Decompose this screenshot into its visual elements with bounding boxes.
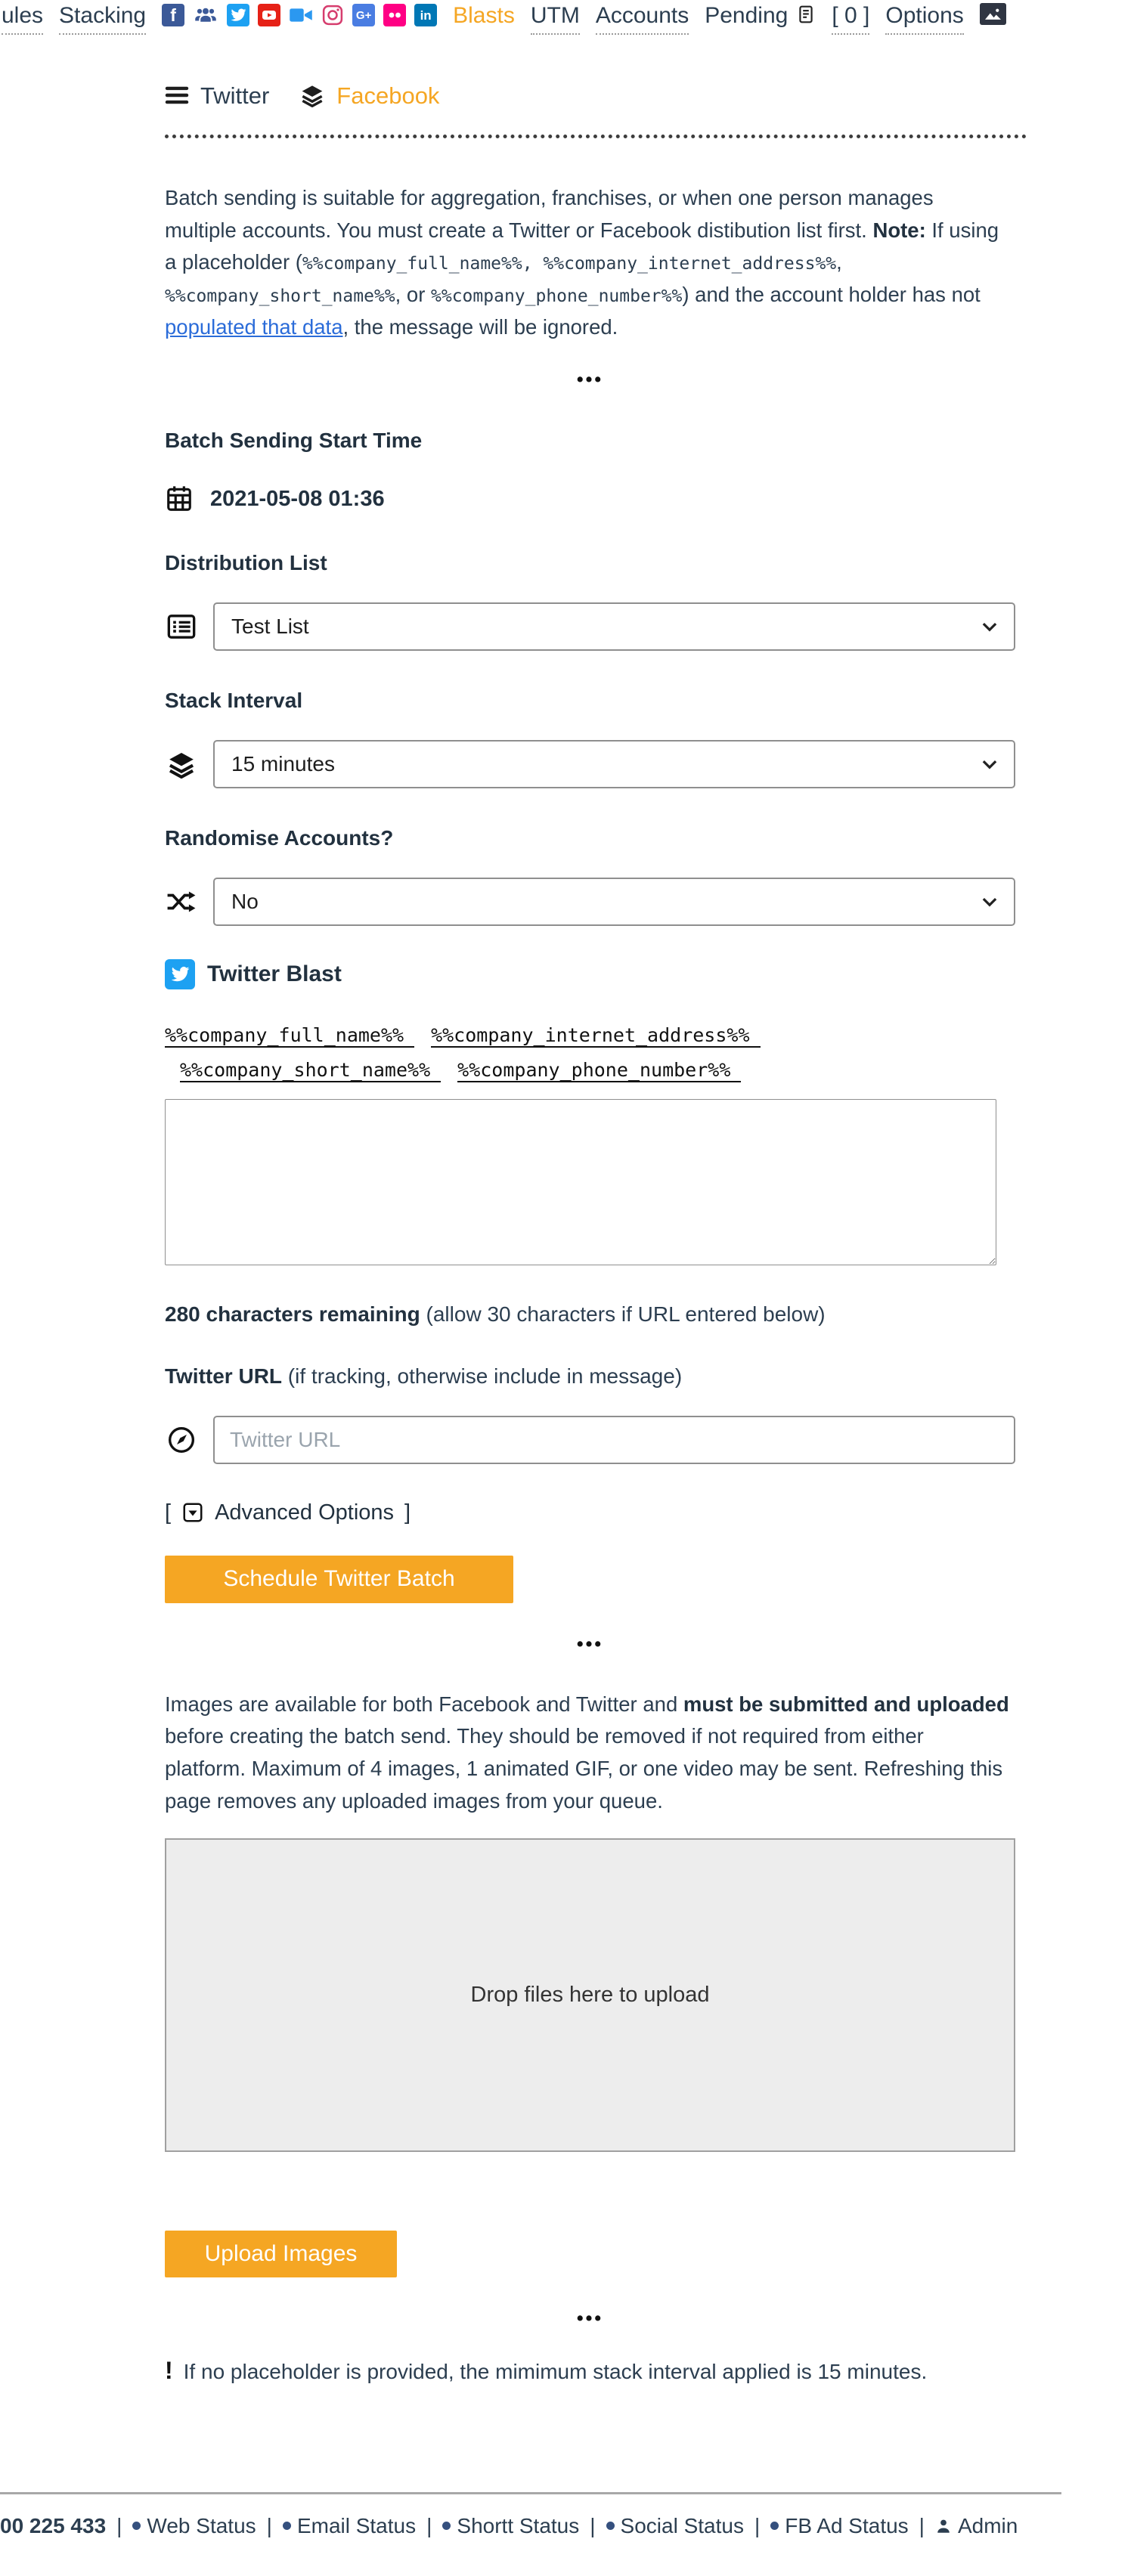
- chevron-down-icon: [982, 622, 997, 632]
- images-text: Images are available for both Facebook and Twitter and: [165, 1692, 683, 1716]
- advanced-options-label: Advanced Options: [215, 1500, 395, 1525]
- list-alt-icon: [165, 611, 198, 642]
- advanced-options-toggle[interactable]: [165, 1500, 411, 1525]
- images-paragraph: [165, 1689, 1010, 1818]
- twitter-blast-heading: [165, 959, 1015, 989]
- upload-images-button[interactable]: Upload Images: [165, 2231, 397, 2277]
- shuffle-icon: [165, 889, 198, 915]
- youtube-icon[interactable]: [258, 4, 280, 26]
- footer-link-fb-ad-status[interactable]: FB Ad Status: [770, 2514, 908, 2538]
- tab-twitter-label: Twitter: [200, 82, 270, 109]
- placeholder-token: %%company_short_name%%: [165, 286, 395, 306]
- nav-item-options[interactable]: Options: [885, 3, 963, 35]
- intro-paragraph: [165, 182, 1010, 343]
- characters-hint: (allow 30 characters if URL entered below): [420, 1302, 826, 1326]
- separator: |: [754, 2513, 761, 2537]
- video-camera-icon[interactable]: [289, 4, 313, 26]
- twitter-url-label-hint: (if tracking, otherwise include in message): [282, 1364, 683, 1388]
- intro-note: Note:: [872, 218, 926, 242]
- stack-interval-label: Stack Interval: [165, 689, 303, 713]
- file-dropzone[interactable]: [165, 1838, 1015, 2152]
- calendar-icon: [165, 485, 194, 513]
- start-time-picker[interactable]: [165, 485, 1015, 513]
- footer-link-web-status[interactable]: Web Status: [132, 2514, 256, 2538]
- separator: |: [919, 2513, 925, 2537]
- nav-item-blasts[interactable]: Blasts: [453, 3, 515, 28]
- chevron-down-icon: [982, 760, 997, 769]
- twitter-url-label: [165, 1364, 1015, 1389]
- flickr-icon[interactable]: [383, 4, 406, 26]
- intro-text: Batch sending is suitable for aggregation, franchises, or when one person manages multiple accounts. You must create a Twitter or Facebook distibution list first.: [165, 186, 934, 242]
- stack-interval-warning: [165, 2357, 1015, 2385]
- layers-icon: [165, 750, 198, 779]
- google-plus-icon[interactable]: G+: [352, 4, 375, 26]
- status-dot-icon: [283, 2522, 291, 2530]
- nav-item-utm[interactable]: UTM: [531, 3, 580, 35]
- placeholder-link-internet-address[interactable]: %%company_internet_address%%: [431, 1024, 760, 1048]
- document-icon: [796, 3, 816, 26]
- placeholder-token: %%company_internet_address%%: [543, 254, 837, 274]
- nav-item-accounts[interactable]: Accounts: [596, 3, 689, 35]
- characters-count: 280 characters remaining: [165, 1302, 420, 1326]
- tab-twitter[interactable]: [165, 84, 269, 107]
- intro-text: , the message will be ignored.: [342, 314, 618, 339]
- section-separator-dots: •••: [576, 369, 604, 391]
- users-icon[interactable]: [193, 4, 218, 26]
- instagram-icon[interactable]: [321, 4, 344, 26]
- footer: [0, 2514, 1134, 2538]
- bracket-close: ]: [404, 1500, 411, 1525]
- caret-square-down-icon: [181, 1501, 204, 1524]
- platform-tabs: [165, 83, 1134, 107]
- status-dot-icon: [770, 2522, 779, 2530]
- placeholder-link-phone-number[interactable]: %%company_phone_number%%: [457, 1059, 741, 1082]
- schedule-twitter-batch-button[interactable]: Schedule Twitter Batch: [165, 1556, 513, 1603]
- intro-text: If using a placeholder (: [165, 218, 999, 274]
- chevron-down-icon: [982, 897, 997, 907]
- distribution-list-value: Test List: [231, 615, 309, 639]
- comma: ,: [836, 250, 842, 274]
- or-text: , or: [395, 282, 432, 306]
- status-dot-icon: [606, 2522, 615, 2530]
- separator: |: [116, 2513, 122, 2537]
- exclamation-icon: !: [165, 2356, 173, 2384]
- distribution-list-select[interactable]: [213, 602, 1015, 651]
- twitter-icon[interactable]: [227, 4, 249, 26]
- layers-icon: [299, 83, 325, 107]
- distribution-list-label: Distribution List: [165, 551, 327, 575]
- placeholder-link-short-name[interactable]: %%company_short_name%%: [180, 1059, 441, 1082]
- person-icon: [935, 2517, 952, 2535]
- start-time-label: Batch Sending Start Time: [165, 429, 423, 453]
- separator: |: [266, 2513, 272, 2537]
- tab-facebook-label: Facebook: [336, 82, 440, 109]
- twitter-blast-title: Twitter Blast: [207, 961, 342, 987]
- status-dot-icon: [132, 2522, 141, 2530]
- placeholder-links: [165, 1018, 1015, 1088]
- dropzone-label: Drop files here to upload: [470, 1982, 710, 2007]
- twitter-url-input[interactable]: [213, 1416, 1015, 1464]
- placeholder-token: %%company_full_name%%: [302, 254, 522, 274]
- image-gallery-icon[interactable]: [980, 3, 1006, 25]
- linkedin-icon[interactable]: in: [414, 4, 437, 26]
- nav-item-stacking[interactable]: Stacking: [59, 3, 146, 35]
- nav-item-pending-count[interactable]: [ 0 ]: [832, 3, 869, 35]
- placeholder-token: %%company_phone_number%%: [431, 286, 683, 306]
- dotted-separator: [165, 135, 1027, 138]
- stack-interval-select[interactable]: [213, 740, 1015, 788]
- populated-data-link[interactable]: populated that data: [165, 314, 343, 339]
- footer-link-admin[interactable]: Admin: [935, 2514, 1018, 2538]
- intro-text: ) and the account holder has not: [682, 282, 981, 306]
- separator: |: [426, 2513, 432, 2537]
- comma: ,: [522, 254, 544, 274]
- footer-link-social-status[interactable]: Social Status: [606, 2514, 744, 2538]
- top-nav: [0, 0, 1134, 35]
- randomise-accounts-value: No: [231, 890, 259, 914]
- images-text-bold: must be submitted and uploaded: [683, 1692, 1009, 1716]
- blast-message-textarea[interactable]: [165, 1099, 996, 1265]
- section-separator-dots: •••: [576, 1633, 604, 1655]
- list-menu-icon: [165, 85, 189, 105]
- separator: |: [590, 2513, 596, 2537]
- twitter-url-label-bold: Twitter URL: [165, 1364, 283, 1388]
- footer-link-shortt-status[interactable]: Shortt Status: [442, 2514, 579, 2538]
- randomise-accounts-label: Randomise Accounts?: [165, 826, 394, 850]
- section-separator-dots: •••: [576, 2307, 604, 2329]
- stack-interval-value: 15 minutes: [231, 752, 335, 776]
- footer-divider: [0, 2492, 1061, 2494]
- nav-social-icons: [162, 3, 437, 26]
- nav-item-rules-fragment[interactable]: ules: [2, 3, 43, 35]
- start-time-value: 2021-05-08 01:36: [210, 486, 385, 511]
- bracket-open: [: [165, 1500, 172, 1525]
- twitter-icon: [165, 959, 195, 989]
- compass-icon: [165, 1425, 198, 1455]
- placeholder-link-full-name[interactable]: %%company_full_name%%: [165, 1024, 414, 1048]
- characters-remaining: [165, 1302, 1015, 1327]
- tab-facebook[interactable]: [299, 83, 439, 107]
- randomise-accounts-select[interactable]: [213, 878, 1015, 926]
- warning-text: If no placeholder is provided, the mimimum stack interval applied is 15 minutes.: [183, 2359, 928, 2383]
- nav-item-pending[interactable]: Pending: [705, 3, 789, 28]
- footer-link-email-status[interactable]: Email Status: [283, 2514, 416, 2538]
- images-text: before creating the batch send. They should be removed if not required from either platform. Maximum of 4 images, 1 animated GIF, or one video may be sent. Refreshing this page removes any uploaded images from your queue.: [165, 1724, 1003, 1813]
- footer-phone: 00 225 433: [0, 2513, 107, 2537]
- status-dot-icon: [442, 2522, 451, 2530]
- facebook-icon[interactable]: f: [162, 4, 184, 26]
